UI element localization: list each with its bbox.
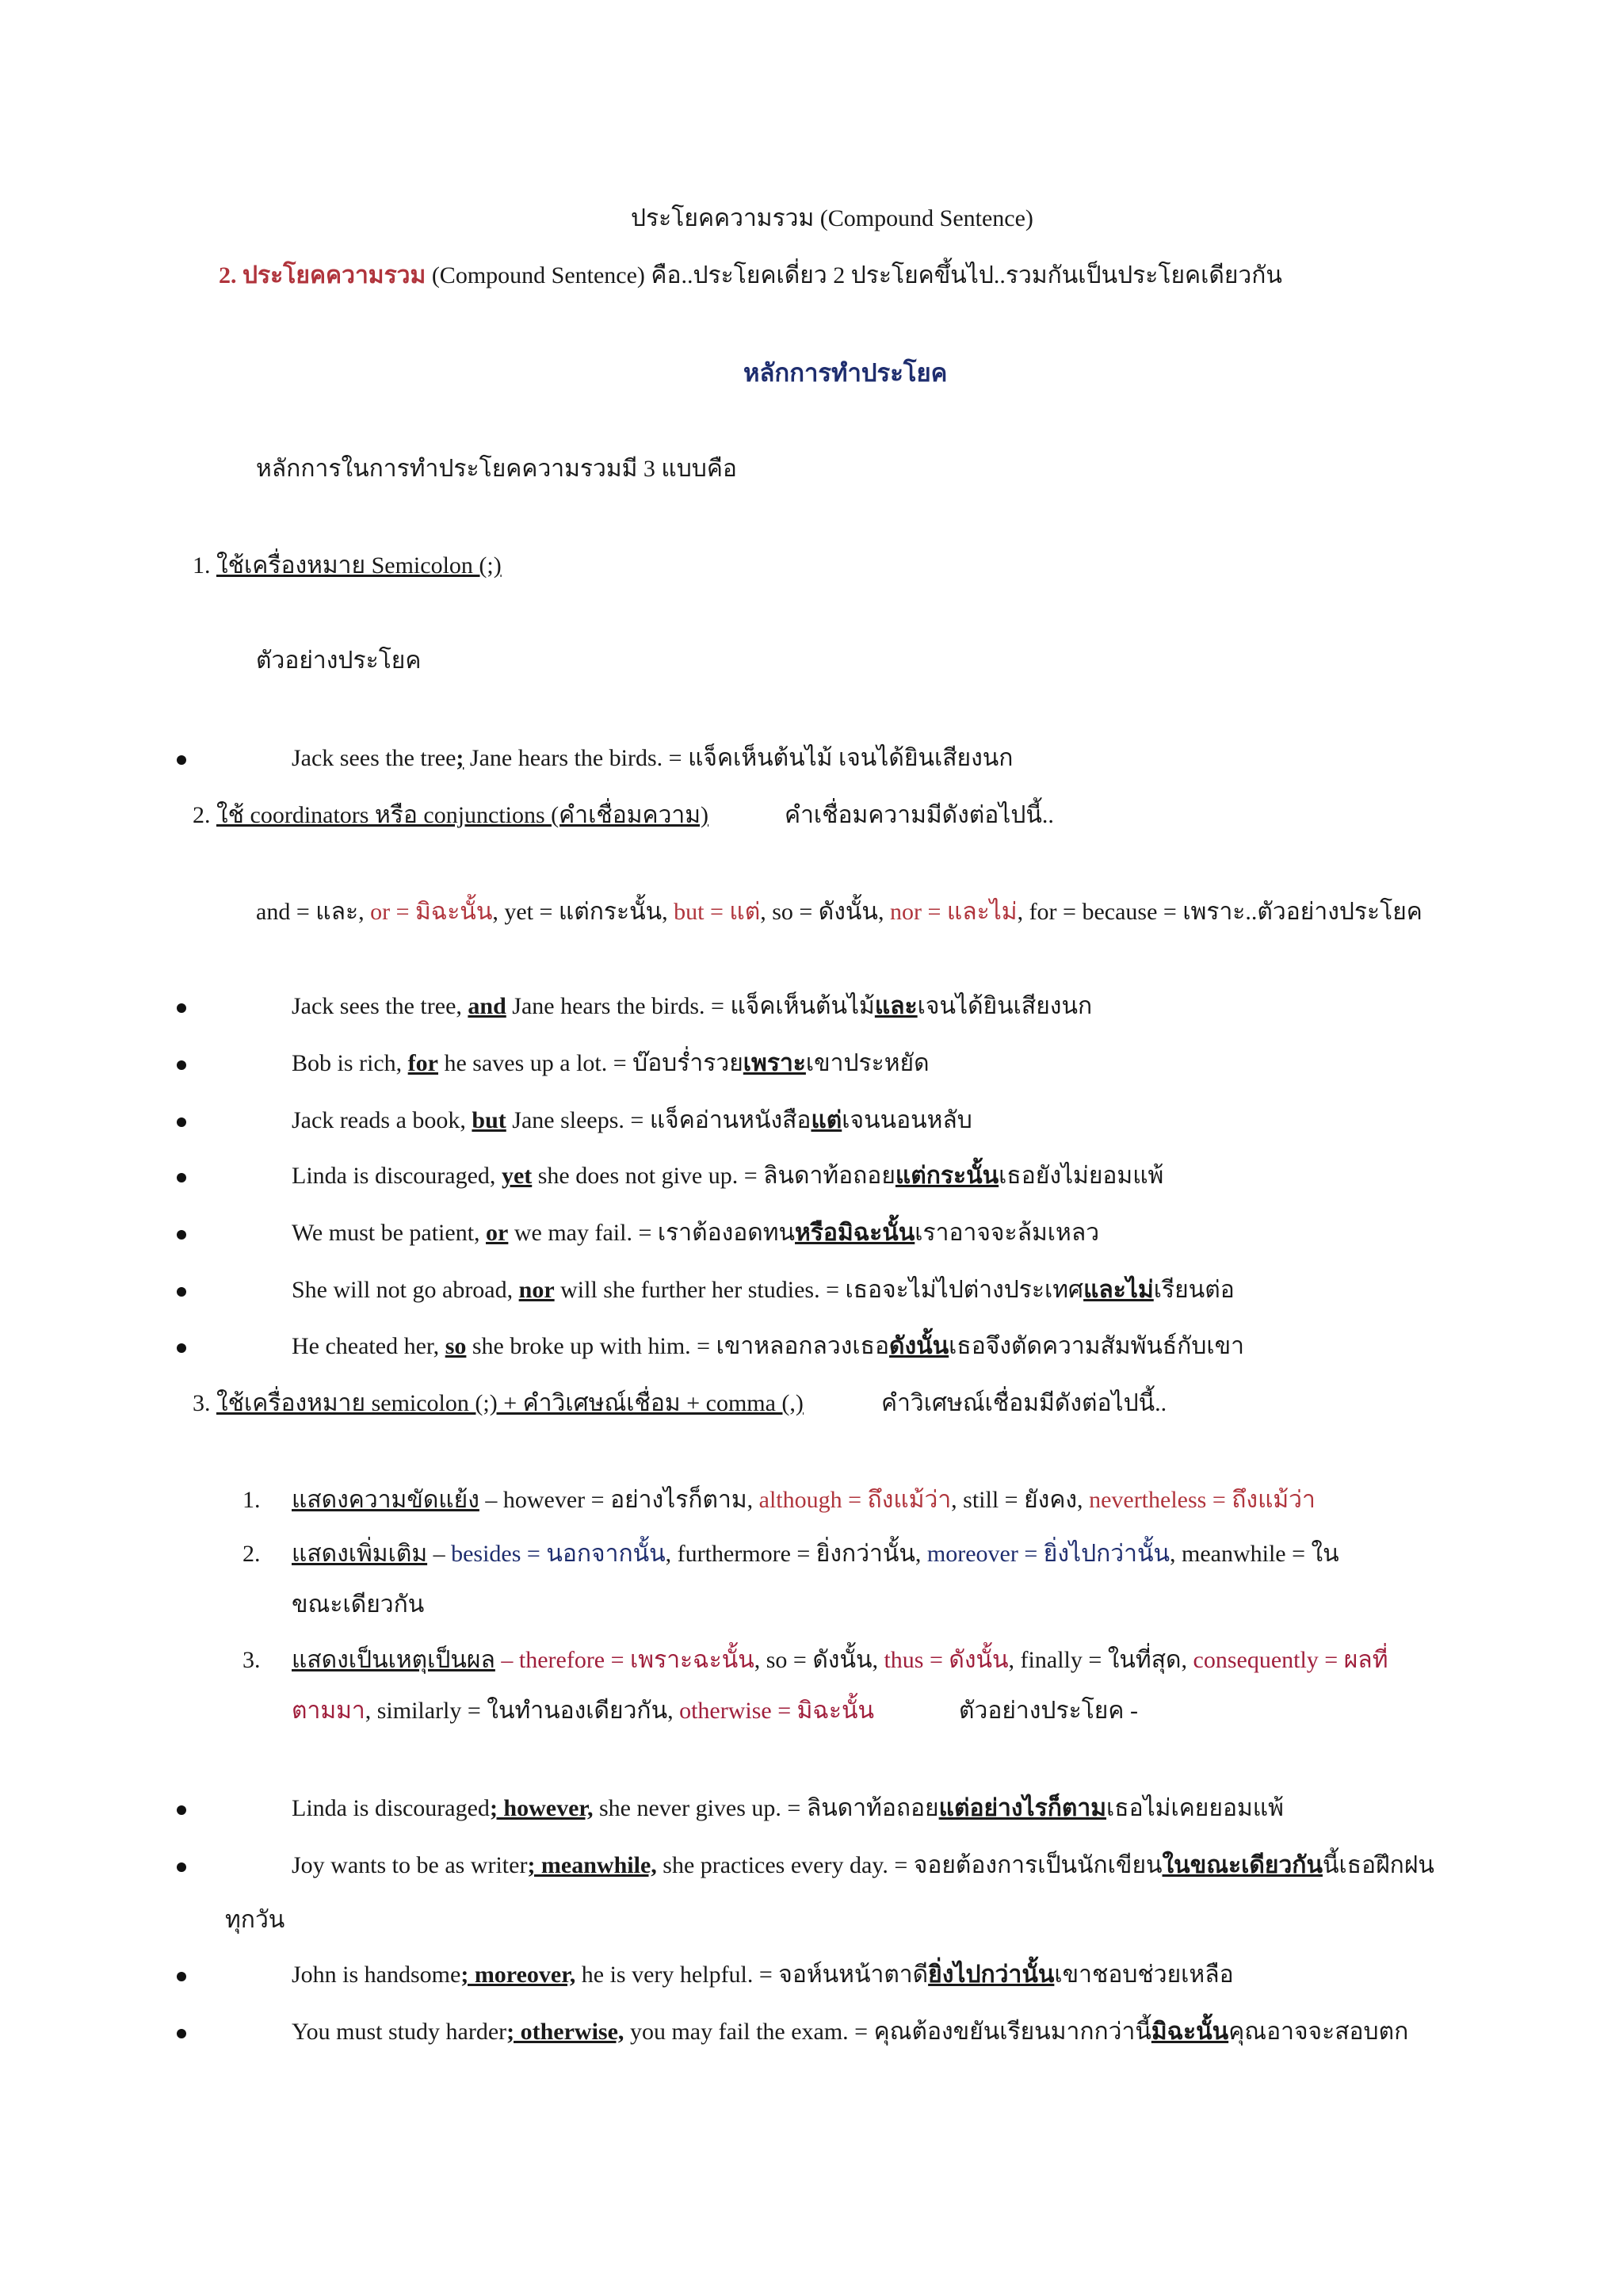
example-part: เจนนอนหลับ [842, 1107, 972, 1133]
category-highlight: – therefore = เพราะฉะนั้น [495, 1647, 754, 1673]
adverb-category-2 [242, 1540, 1339, 1568]
conj-text: and = และ, [256, 899, 371, 925]
example-keyword: เพราะ [743, 1050, 806, 1076]
example-part: she never gives up. = ลินดาท้อถอย [593, 1795, 939, 1821]
intro-rest: (Compound Sentence) คือ..ประโยคเดี่ยว 2 ประโยคขึ้นไป..รวมกันเป็นประโยคเดียวกัน [426, 262, 1282, 288]
example-part: เรียนต่อ [1153, 1277, 1235, 1303]
intro-lead: 2. ประโยคความรวม [219, 262, 426, 288]
section-heading: หลักการทำประโยค [743, 359, 948, 387]
example-part: we may fail. = เราต้องอดทน [508, 1220, 796, 1246]
category-highlight: although = ถึงแม้ว่า [758, 1487, 952, 1513]
section2-heading [193, 801, 708, 830]
adverb-category-2-cont: ขณะเดียวกัน [292, 1591, 425, 1618]
list-number: 3. [242, 1647, 261, 1673]
example-part: John is handsome [292, 1962, 461, 1988]
bullet [177, 2029, 186, 2038]
category-highlight: nevertheless = ถึงแม้ว่า [1089, 1487, 1316, 1513]
adverb-category-3-cont [292, 1697, 874, 1725]
example-keyword: and [468, 993, 506, 1019]
example-part: She will not go abroad, [292, 1277, 519, 1303]
section3-title: ใช้เครื่องหมาย semicolon (;) + คำวิเศษณ์เชื่อม + comma (,) [216, 1390, 804, 1416]
list-number: 2. [242, 1541, 261, 1567]
example-sentence [292, 744, 1013, 773]
section2-note: คำเชื่อมความมีดังต่อไปนี้.. [785, 802, 1054, 828]
bullet [177, 1343, 186, 1353]
category-highlight: otherwise = มิฉะนั้น [679, 1698, 874, 1724]
category-text: – however = อย่างไรก็ตาม, [479, 1487, 759, 1513]
example-part: We must be patient, [292, 1220, 487, 1246]
section2-number: 2. [193, 802, 211, 828]
example-sentence-cont: ทุกวัน [225, 1907, 285, 1933]
example-part: he saves up a lot. = บ๊อบร่ำรวย [437, 1050, 743, 1076]
example-part: เธอไม่เคยยอมแพ้ [1106, 1795, 1284, 1821]
category-highlight: consequently = ผลที่ [1193, 1647, 1388, 1673]
example-sentence [292, 1162, 1163, 1190]
example-part: นี้เธอฝึกฝน [1322, 1852, 1434, 1878]
category-text: , meanwhile = ใน [1170, 1541, 1339, 1567]
section3-note: คำวิเศษณ์เชื่อมมีดังต่อไปนี้.. [881, 1390, 1167, 1416]
example-part: she practices every day. = จอยต้องการเป็นนักเขียน [656, 1852, 1163, 1878]
example-part: เจนได้ยินเสียงนก [917, 993, 1093, 1019]
example-part: Bob is rich, [292, 1050, 408, 1076]
example-sentence [292, 992, 1092, 1021]
example-keyword: มิฉะนั้น [1151, 2019, 1229, 2045]
example-sentence [292, 1276, 1235, 1305]
example-keyword: ; otherwise, [506, 2019, 624, 2045]
example-keyword: และ [874, 993, 918, 1019]
bullet [177, 1862, 186, 1872]
category-text: , finally = ในที่สุด, [1008, 1647, 1193, 1673]
category-title: แสดงเพิ่มเติม [292, 1541, 428, 1567]
category-title: แสดงความขัดแย้ง [292, 1487, 479, 1513]
example-keyword: ; however, [489, 1795, 594, 1821]
example-keyword: so [445, 1333, 467, 1359]
example-part: she does not give up. = ลินดาท้อถอย [532, 1163, 896, 1189]
example-part: Linda is discouraged [292, 1795, 490, 1821]
category-text: , still = ยังคง, [951, 1487, 1090, 1513]
intro-line [219, 262, 1282, 290]
list-number: 1. [242, 1487, 261, 1513]
category-highlight: moreover = ยิ่งไปกว่านั้น [926, 1541, 1170, 1567]
conjunction-list [256, 898, 1423, 926]
example-keyword: หรือมิฉะนั้น [795, 1220, 915, 1246]
section2-title: ใช้ coordinators หรือ conjunctions (คำเชื่อมความ) [216, 802, 709, 828]
example-keyword: ; moreover, [460, 1962, 576, 1988]
example-keyword: nor [518, 1277, 555, 1303]
conj-nor: nor = และไม่ [889, 899, 1018, 925]
example-keyword: for [407, 1050, 438, 1076]
example-keyword: ยิ่งไปกว่านั้น [928, 1962, 1055, 1988]
example-part: เธอยังไม่ยอมแพ้ [999, 1163, 1164, 1189]
example-keyword: ในขณะเดียวกัน [1162, 1852, 1323, 1878]
conj-or: or = มิฉะนั้น [370, 899, 493, 925]
category-text: – [427, 1541, 452, 1567]
section1-number: 1. [193, 552, 211, 579]
bullet [177, 1003, 186, 1013]
bullet [177, 1230, 186, 1240]
example-part: Jack sees the tree [292, 745, 456, 771]
bullet [177, 1060, 186, 1070]
conj-text: , yet = แต่กระนั้น, [492, 899, 674, 925]
category-highlight: besides = นอกจากนั้น [451, 1541, 666, 1567]
category-text: , so = ดังนั้น, [754, 1647, 884, 1673]
conj-text: , for = because = เพราะ..ตัวอย่างประโยค [1017, 899, 1423, 925]
example-part: You must study harder [292, 2019, 507, 2045]
page-title: ประโยคความรวม (Compound Sentence) [631, 205, 1033, 231]
bullet [177, 1805, 186, 1815]
example-sentence [292, 1961, 1234, 1989]
section3-heading [193, 1389, 804, 1418]
example-label-3: ตัวอย่างประโยค - [959, 1698, 1138, 1724]
example-keyword: or [486, 1220, 509, 1246]
example-keyword: but [472, 1107, 506, 1133]
example-part: Jane hears the birds. = แจ็คเห็นต้นไม้ เจนได้ยินเสียงนก [464, 745, 1014, 771]
category-text: , furthermore = ยิ่งกว่านั้น, [665, 1541, 927, 1567]
example-label: ตัวอย่างประโยค [256, 648, 422, 674]
example-part: เขาประหยัด [805, 1050, 930, 1076]
category-highlight: ตามมา [292, 1698, 365, 1724]
example-part: Jane sleeps. = แจ็คอ่านหนังสือ [506, 1107, 812, 1133]
example-keyword: แต่อย่างไรก็ตาม [938, 1795, 1107, 1821]
section1-heading [193, 552, 502, 580]
example-sentence [292, 1851, 1434, 1880]
example-part: เขาชอบช่วยเหลือ [1054, 1962, 1234, 1988]
example-part: Jack reads a book, [292, 1107, 472, 1133]
category-title: แสดงเป็นเหตุเป็นผล [292, 1647, 495, 1673]
example-keyword: และไม่ [1083, 1277, 1154, 1303]
example-part: Jack sees the tree, [292, 993, 468, 1019]
example-part: she broke up with him. = เขาหลอกลวงเธอ [466, 1333, 890, 1359]
example-keyword: ; meanwhile, [527, 1852, 657, 1878]
example-sentence [292, 2018, 1408, 2046]
bullet [177, 1287, 186, 1297]
example-part: He cheated her, [292, 1333, 445, 1359]
bullet [177, 1173, 186, 1182]
example-keyword: ; [456, 745, 464, 771]
example-sentence [292, 1794, 1284, 1823]
example-sentence [292, 1106, 972, 1135]
bullet [177, 1117, 186, 1127]
bullet [177, 755, 186, 765]
example-part: will she further her studies. = เธอจะไม่ไปต่างประเทศ [554, 1277, 1084, 1303]
conj-text: , so = ดังนั้น, [760, 899, 890, 925]
example-sentence [292, 1332, 1244, 1361]
example-part: เราอาจจะล้มเหลว [915, 1220, 1100, 1246]
example-part: he is very helpful. = จอห์นหน้าตาดี [575, 1962, 929, 1988]
section1-title: ใช้เครื่องหมาย Semicolon (;) [216, 552, 502, 579]
adverb-category-3 [242, 1646, 1388, 1675]
example-part: Jane hears the birds. = แจ็คเห็นต้นไม้ [506, 993, 875, 1019]
section3-number: 3. [193, 1390, 211, 1416]
example-sentence [292, 1049, 930, 1078]
example-part: คุณอาจจะสอบตก [1228, 2019, 1409, 2045]
example-part: เธอจึงตัดความสัมพันธ์กับเขา [949, 1333, 1244, 1359]
bullet [177, 1972, 186, 1981]
adverb-category-1 [242, 1486, 1316, 1515]
example-sentence [292, 1219, 1099, 1247]
conj-but: but = แต่ [674, 899, 761, 925]
example-keyword: แต่กระนั้น [895, 1163, 999, 1189]
example-part: Joy wants to be as writer [292, 1852, 528, 1878]
category-text: , similarly = ในทำนองเดียวกัน, [365, 1698, 680, 1724]
example-keyword: yet [501, 1163, 533, 1189]
example-keyword: แต่ [811, 1107, 842, 1133]
example-part: you may fail the exam. = คุณต้องขยันเรียนมากกว่านี้ [624, 2019, 1151, 2045]
example-part: Linda is discouraged, [292, 1163, 502, 1189]
principles-text: หลักการในการทำประโยคความรวมมี 3 แบบคือ [256, 456, 737, 482]
example-keyword: ดังนั้น [889, 1333, 949, 1359]
category-highlight: thus = ดังนั้น [884, 1647, 1009, 1673]
